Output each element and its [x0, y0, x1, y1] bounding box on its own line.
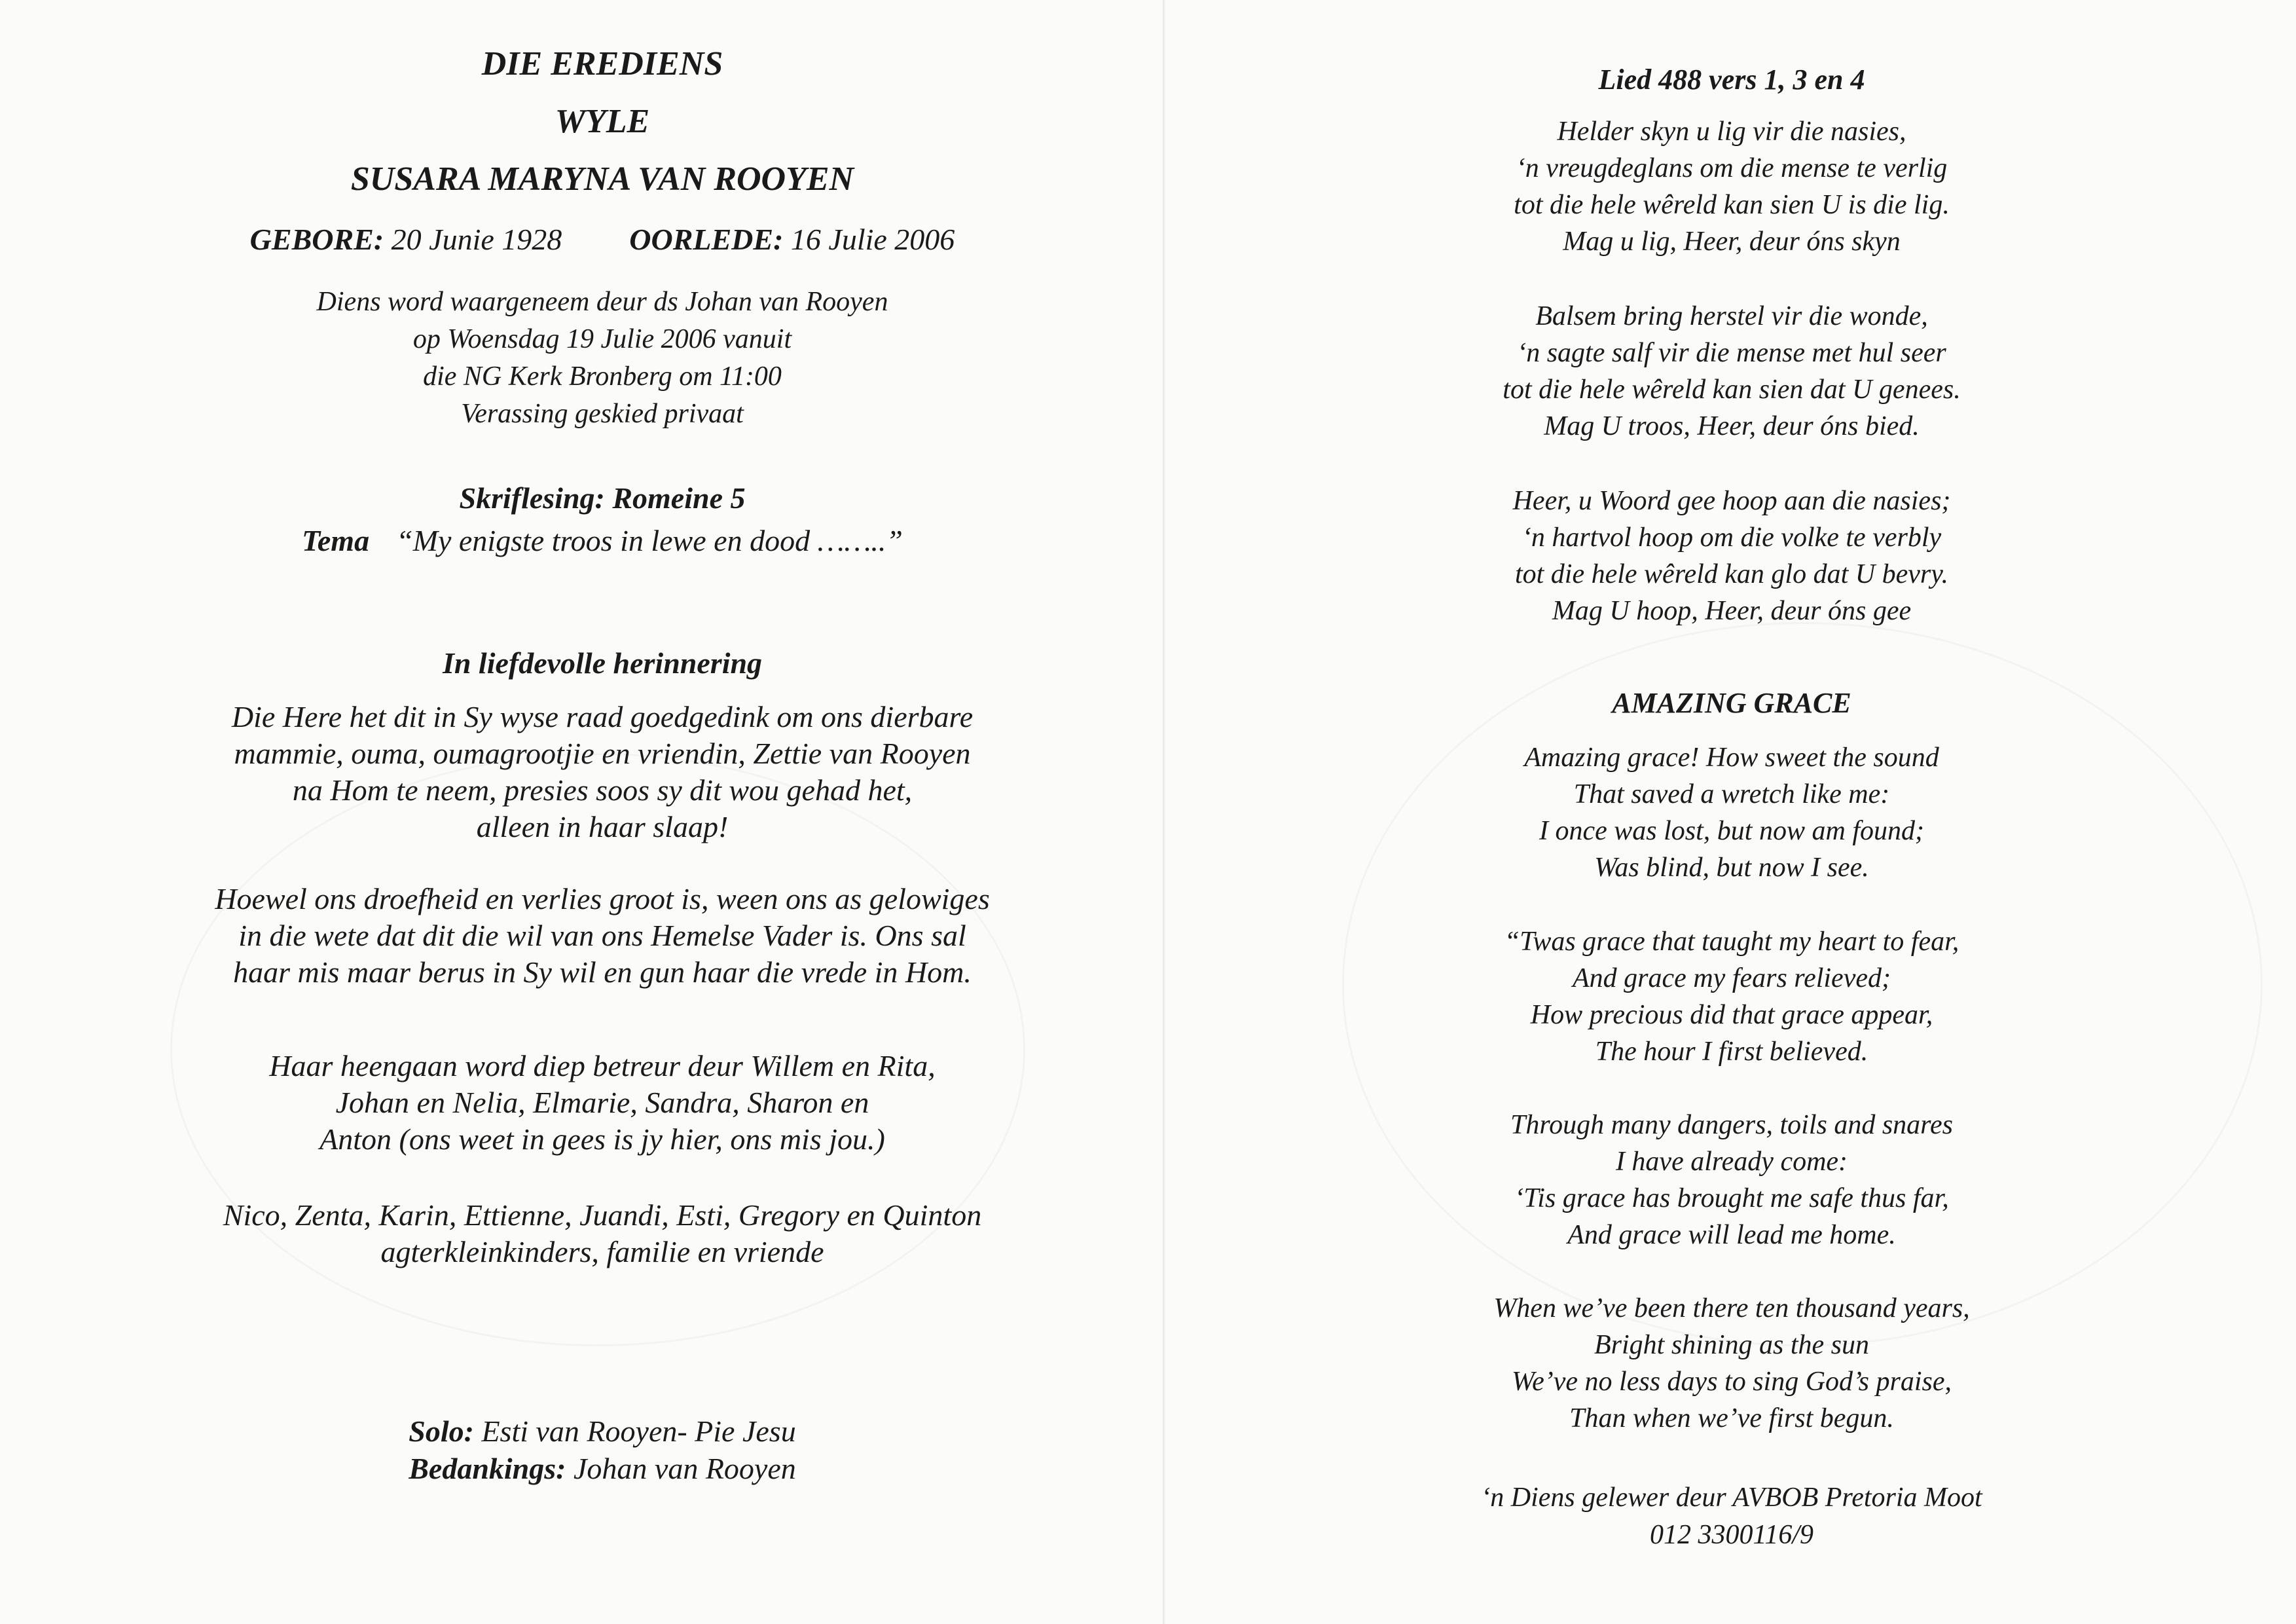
memory-line: Johan en Nelia, Elmarie, Sandra, Sharon en: [335, 1086, 869, 1119]
solo-text: Esti van Rooyen- Pie Jesu: [481, 1414, 796, 1448]
hymn-title: Lied 488 vers 1, 3 en 4: [1598, 64, 1865, 96]
memory-line: Die Here het dit in Sy wyse raad goedgedink om ons dierbare: [231, 700, 974, 733]
footer-phone: 012 3300116/9: [1649, 1520, 1814, 1550]
grace-line: Was blind, but now I see.: [1594, 853, 1869, 883]
thanks-line: [131, 1454, 1074, 1484]
center-fold: [1163, 0, 1165, 1624]
grace-line: I once was lost, but now am found;: [1539, 816, 1924, 846]
amazing-grace-title: AMAZING GRACE: [1612, 687, 1851, 719]
grace-line: That saved a wretch like me:: [1573, 779, 1890, 809]
memory-line: mammie, ouma, oumagrootjie en vriendin, Zettie van Rooyen: [234, 737, 971, 770]
hymn-line: ‘n hartvol hoop om die volke te verbly: [1522, 523, 1942, 553]
grace-line: Than when we’ve first begun.: [1569, 1403, 1894, 1433]
scripture-reading: Skriflesing: Romeine 5: [459, 481, 746, 515]
grace-line: How precious did that grace appear,: [1530, 1000, 1933, 1030]
theme-line: [131, 526, 1074, 556]
hymn-line: Balsem bring herstel vir die wonde,: [1535, 301, 1928, 331]
solo-line: [131, 1416, 1074, 1447]
right-page: [1270, 0, 2193, 1624]
born-date: 20 Junie 1928: [391, 223, 562, 256]
grace-line: “Twas grace that taught my heart to fear,: [1504, 927, 1959, 957]
hymn-line: tot die hele wêreld kan glo dat U bevry.: [1514, 559, 1949, 589]
service-line: Verassing geskied privaat: [461, 399, 744, 429]
hymn-line: Helder skyn u lig vir die nasies,: [1557, 117, 1906, 147]
solo-label: Solo:: [409, 1414, 474, 1448]
grace-line: Bright shining as the sun: [1594, 1330, 1870, 1360]
grace-line: We’ve no less days to sing God’s praise,: [1512, 1367, 1952, 1397]
hymn-line: Mag U troos, Heer, deur óns bied.: [1544, 411, 1920, 441]
hymn-line: Heer, u Woord gee hoop aan die nasies;: [1512, 486, 1951, 516]
thanks-label: Bedankings:: [409, 1452, 566, 1485]
service-line: die NG Kerk Bronberg om 11:00: [423, 361, 782, 392]
hymn-line: tot die hele wêreld kan sien dat U genees.: [1503, 375, 1961, 405]
died-label: OORLEDE:: [629, 223, 784, 256]
grace-line: When we’ve been there ten thousand years,: [1493, 1293, 1970, 1323]
theme-text: “My enigste troos in lewe en dood ……..”: [396, 524, 903, 557]
thanks-text: Johan van Rooyen: [573, 1452, 796, 1485]
grace-line: I have already come:: [1615, 1147, 1848, 1177]
wyle-label: WYLE: [555, 103, 650, 140]
memory-line: alleen in haar slaap!: [476, 810, 729, 843]
hymn-line: ‘n sagte salf vir die mense met hul seer: [1517, 338, 1946, 368]
memory-line: agterkleinkinders, familie en vriende: [380, 1235, 824, 1268]
hymn-line: Mag u lig, Heer, deur óns skyn: [1563, 227, 1901, 257]
memory-heading: In liefdevolle herinnering: [442, 646, 763, 680]
grace-line: ‘Tis grace has brought me safe thus far,: [1514, 1183, 1949, 1213]
grace-line: Through many dangers, toils and snares: [1510, 1110, 1953, 1140]
born-label: GEBORE:: [249, 223, 384, 256]
left-page: [131, 0, 1074, 1624]
hymn-line: tot die hele wêreld kan sien U is die lig.: [1514, 190, 1950, 220]
grace-line: And grace my fears relieved;: [1573, 963, 1891, 993]
grace-line: And grace will lead me home.: [1567, 1220, 1896, 1250]
memory-line: Haar heengaan word diep betreur deur Willem en Rita,: [269, 1049, 936, 1082]
died-date: 16 Julie 2006: [790, 223, 955, 256]
grace-line: The hour I first believed.: [1595, 1037, 1868, 1067]
hymn-line: Mag U hoop, Heer, deur óns gee: [1552, 596, 1912, 626]
service-line: op Woensdag 19 Julie 2006 vanuit: [412, 324, 792, 354]
memory-line: in die wete dat dit die wil van ons Hemelse Vader is. Ons sal: [238, 919, 966, 952]
hymn-line: ‘n vreugdeglans om die mense te verlig: [1516, 153, 1948, 183]
memory-line: na Hom te neem, presies soos sy dit wou gehad het,: [292, 773, 913, 807]
service-line: Diens word waargeneem deur ds Johan van Rooyen: [316, 287, 888, 317]
service-title: DIE EREDIENS: [481, 45, 723, 83]
dates-line: [131, 225, 1074, 255]
memory-line: Anton (ons weet in gees is jy hier, ons mis jou.): [319, 1122, 885, 1156]
memory-line: haar mis maar berus in Sy wil en gun haar die vrede in Hom.: [233, 955, 972, 989]
grace-line: Amazing grace! How sweet the sound: [1524, 743, 1939, 773]
deceased-name: SUSARA MARYNA VAN ROOYEN: [350, 160, 854, 198]
memory-line: Nico, Zenta, Karin, Ettienne, Juandi, Esti, Gregory en Quinton: [223, 1198, 982, 1232]
theme-label: Tema: [302, 524, 370, 557]
footer-line: ‘n Diens gelewer deur AVBOB Pretoria Moot: [1481, 1483, 1982, 1513]
memory-line: Hoewel ons droefheid en verlies groot is, ween ons as gelowiges: [215, 882, 990, 915]
